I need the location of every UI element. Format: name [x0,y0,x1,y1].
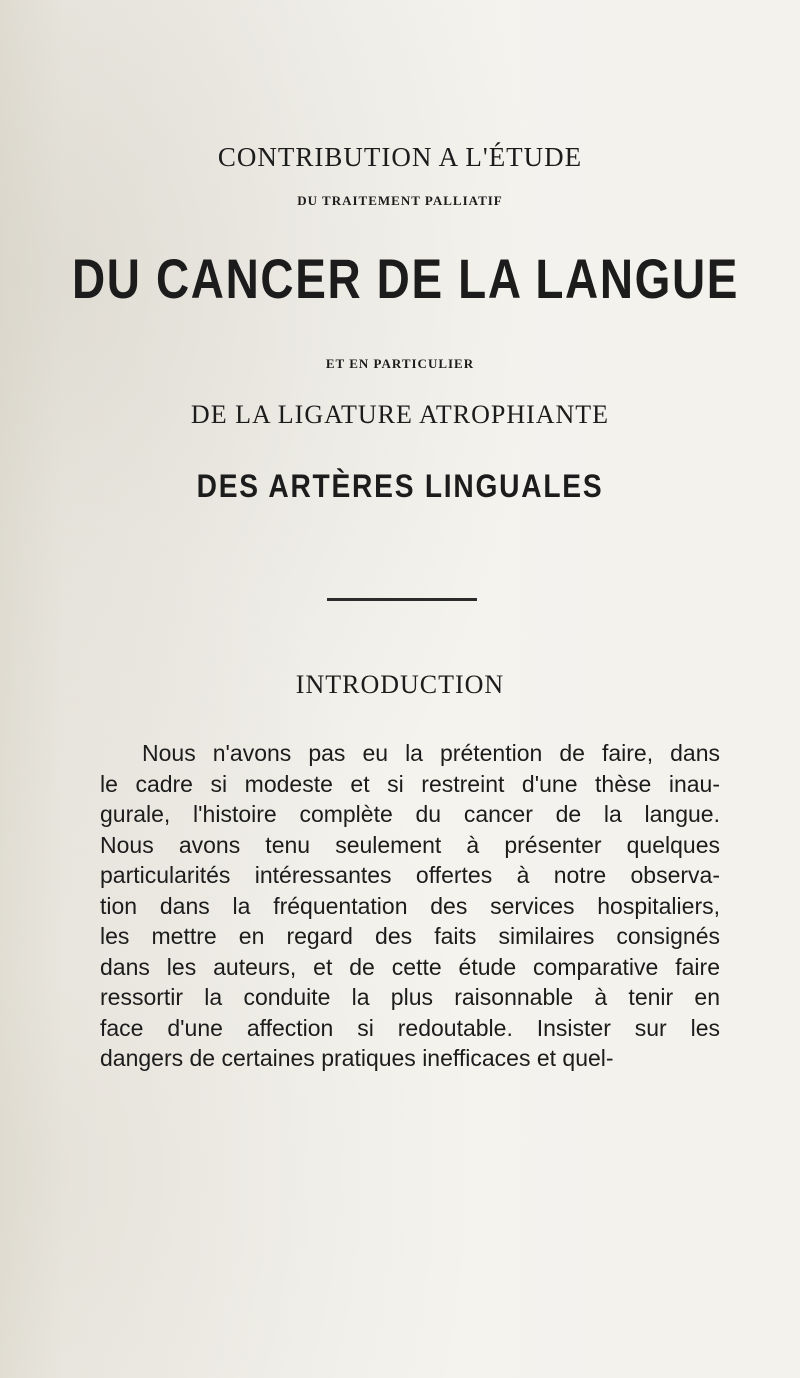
paragraph-line: gurale, l'histoire complète du cancer de la langue. [100,801,720,827]
title-contribution: CONTRIBUTION A L'ÉTUDE [217,142,583,172]
paragraph-line: particularités intéressantes offertes à notre observa- [100,862,720,888]
section-heading: INTRODUCTION [295,670,505,699]
paragraph-line: les mettre en regard des faits similaires consignés [100,923,720,949]
paragraph-line: tion dans la fréquentation des services hospitaliers, [100,892,720,919]
paragraph-line: dangers de certaines pratiques inefficaces et quel- [100,1045,614,1071]
title-traitement: DU TRAITEMENT PALLIATIF [297,193,503,208]
title-particulier: ET EN PARTICULIER [325,356,475,371]
paragraph-line: ressortir la conduite la plus raisonnable à tenir en [100,984,720,1010]
paragraph-line: Nous n'avons pas eu la prétention de faire, dans [142,740,720,766]
title-ligature: DE LA LIGATURE ATROPHIANTE [190,400,610,429]
paragraph-line: dans les auteurs, et de cette étude comparative faire [100,953,720,980]
paragraph-line: le cadre si modeste et si restreint d'une thèse inau- [100,770,720,797]
body-paragraph [100,738,720,1074]
paragraph-line: Nous avons tenu seulement à présenter quelques [100,831,720,858]
title-arteres: DES ARTÈRES LINGUALES [196,468,604,504]
section-divider [327,598,477,601]
paragraph-line: face d'une affection si redoutable. Insister sur les [100,1014,720,1041]
title-cancer: DU CANCER DE LA LANGUE [72,247,740,310]
